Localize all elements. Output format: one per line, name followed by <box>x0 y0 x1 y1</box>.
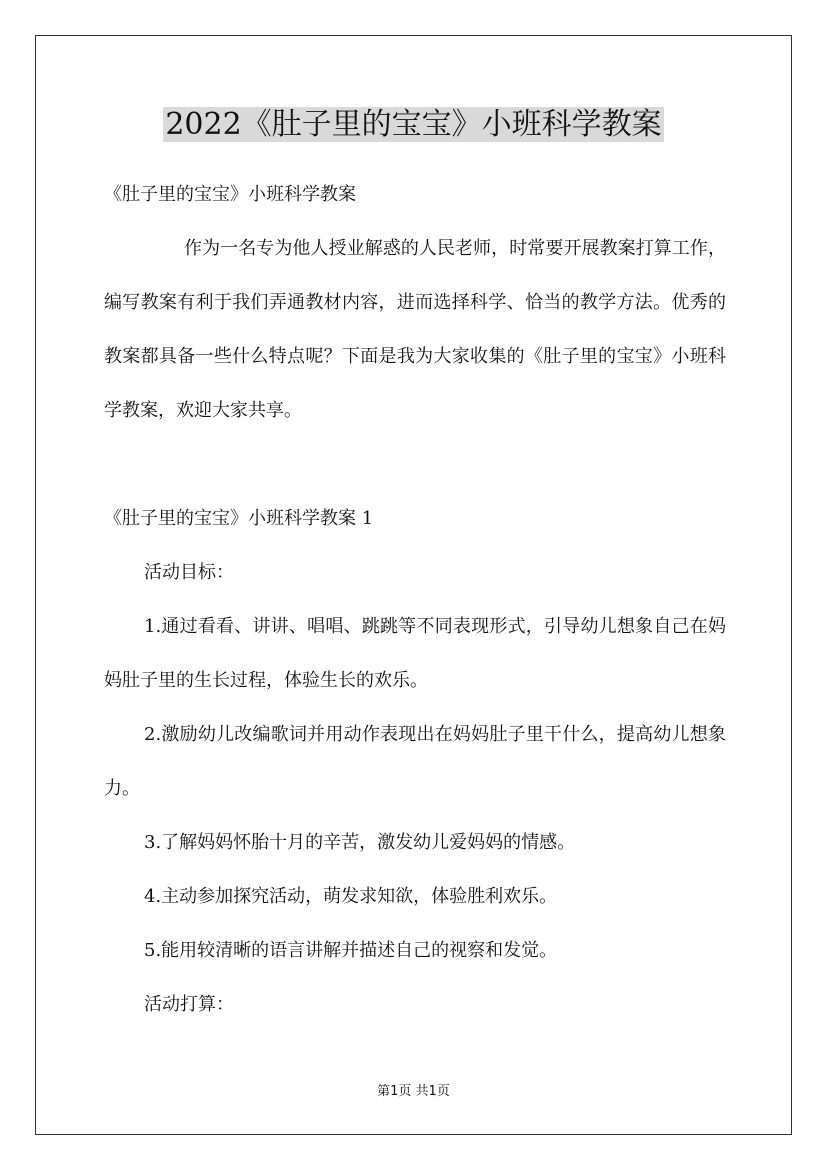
document-body <box>104 168 726 1032</box>
document-subtitle: 《肚子里的宝宝》小班科学教案 <box>104 184 356 205</box>
goal-item-4: 4.主动参加探究活动，萌发求知欲，体验胜利欢乐。 <box>144 886 558 907</box>
goal-item-1: 1.通过看看、讲讲、唱唱、跳跳等不同表现形式，引导幼儿想象自己在妈妈肚子里的生长过程，体验生长的欢乐。 <box>104 616 726 691</box>
page-footer <box>0 1083 827 1101</box>
goals-heading: 活动目标： <box>144 562 234 583</box>
goal-item-2: 2.激励幼儿改编歌词并用动作表现出在妈妈肚子里干什么，提高幼儿想象力。 <box>104 724 726 799</box>
document-title <box>0 103 827 147</box>
goal-item-5: 5.能用较清晰的语言讲解并描述自己的视察和发觉。 <box>144 940 558 961</box>
goal-item-3: 3.了解妈妈怀胎十月的辛苦，激发幼儿爱妈妈的情感。 <box>144 832 576 853</box>
paragraph-gap <box>104 438 726 492</box>
plan-heading: 活动打算： <box>144 994 234 1015</box>
intro-paragraph: 作为一名专为他人授业解惑的人民老师，时常要开展教案打算工作，编写教案有利于我们弄通教材内容，进而选择科学、恰当的教学方法。优秀的教案都具备一些什么特点呢？下面是我为大家收集的《肚子里的宝宝》小班科学教案，欢迎大家共享。 <box>104 238 726 421</box>
document-title-text: 2022《肚子里的宝宝》小班科学教案 <box>165 107 662 142</box>
page-number: 第1页 共1页 <box>377 1084 450 1099</box>
section-title: 《肚子里的宝宝》小班科学教案 1 <box>104 508 374 529</box>
